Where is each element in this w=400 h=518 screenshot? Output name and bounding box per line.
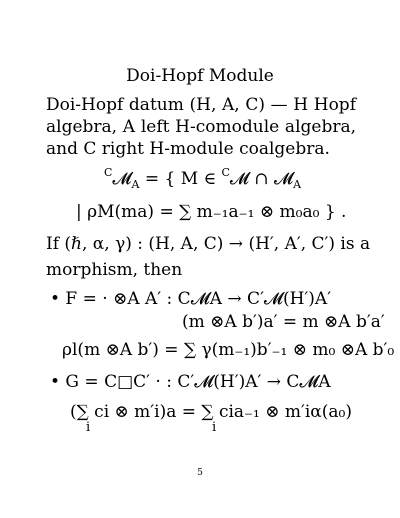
sum-index-right: i bbox=[212, 420, 217, 435]
functor-g-action: (∑ ci ⊗ m′i)a = ∑ cia₋₁ ⊗ m′iα(a₀) bbox=[70, 402, 353, 422]
module-category: 𝓜 bbox=[112, 169, 132, 189]
set-builder-open: = { M ∈ bbox=[139, 169, 222, 189]
intro-paragraph: Doi-Hopf datum (H, A, C) — H Hopf algebra, A left H-comodule algebra, and C right H-module coalgebra. bbox=[46, 95, 356, 159]
definition-line-1 bbox=[104, 166, 301, 191]
subscript-a: A bbox=[131, 178, 140, 191]
functor-f-action: (m ⊗A b′)a′ = m ⊗A b′a′ bbox=[182, 312, 385, 332]
superscript-c-rhs: C bbox=[221, 166, 230, 179]
functor-g-definition: • G = C□C′ · : C′𝓜(H′)A′ → C𝓜A bbox=[50, 372, 331, 392]
sum-index-left: i bbox=[86, 420, 91, 435]
definition-line-2: | ρM(ma) = ∑ m₋₁a₋₁ ⊗ m₀a₀ } . bbox=[76, 202, 347, 222]
functor-f-definition: • F = · ⊗A A′ : C𝓜A → C′𝓜(H′)A′ bbox=[50, 289, 332, 309]
functor-f-coaction: ρl(m ⊗A b′) = ∑ γ(m₋₁)b′₋₁ ⊗ m₀ ⊗A b′₀ bbox=[62, 340, 395, 360]
morphism-line: If (ℏ, α, γ) : (H, A, C) → (H′, A′, C′) is a bbox=[46, 234, 371, 254]
morphism-then: morphism, then bbox=[46, 260, 183, 280]
intersection-expression: 𝓜 ∩ 𝓜 bbox=[229, 169, 294, 189]
subscript-a-rhs: A bbox=[293, 178, 302, 191]
slide-title: Doi-Hopf Module bbox=[126, 66, 274, 86]
page-number: 5 bbox=[197, 468, 203, 478]
superscript-c: C bbox=[104, 166, 113, 179]
